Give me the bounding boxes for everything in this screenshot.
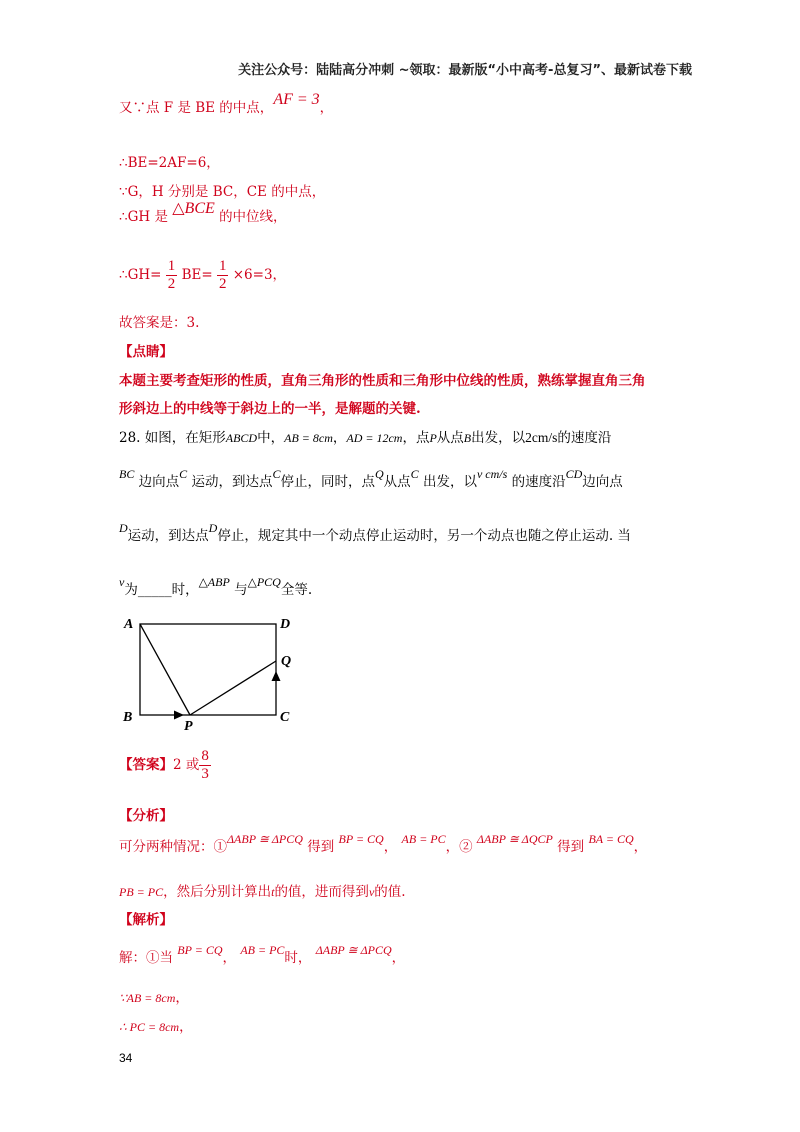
label-c: C <box>280 710 290 725</box>
segment-ap <box>140 624 190 715</box>
analysis-line-1: 可分两种情况：①ΔABP ≅ ΔPCQ 得到 BP = CQ， AB = PC，② ΔABP ≅ ΔQCP 得到 BA = CQ， <box>119 832 648 855</box>
analysis-line-2: PB = PC，然后分别计算出t的值，进而得到v的值. <box>119 884 406 900</box>
line-1-end: ， <box>319 100 334 116</box>
line-1-text: 又∵点 F 是 BE 的中点， <box>119 100 274 116</box>
solution-line-3: ∴ PC = 8cm， <box>119 1019 193 1035</box>
problem-line-2: BC 边向点C 运动，到达点C停止，同时，点Q从点C 出发，以v cm/s 的速度沿CD边向点 <box>119 467 623 490</box>
line-4-math: △BCE <box>172 200 215 217</box>
problem-line-3: D运动，到达点D停止，规定其中一个动点停止运动时，另一个动点也随之停止运动. 当 <box>119 521 631 544</box>
line-5-b: BE= <box>181 267 213 283</box>
problem-line-4: v为_____时，△ABP 与△PCQ全等. <box>119 575 313 598</box>
line-3: ∵G，H 分别是 BC，CE 的中点， <box>119 184 326 200</box>
answer-text: 2 或 <box>173 757 200 773</box>
answer-label: 【答案】 <box>119 757 173 773</box>
line-1 <box>119 91 334 117</box>
label-p: P <box>184 719 193 731</box>
line-4-text: ∴GH 是 <box>119 209 168 225</box>
pointers-text-2: 形斜边上的中线等于斜边上的一半，是解题的关键. <box>119 401 421 417</box>
label-q: Q <box>281 654 292 669</box>
line-5-c: ×6=3， <box>232 267 287 283</box>
answer-line <box>119 748 211 783</box>
pointers-text-1: 本题主要考查矩形的性质，直角三角形的性质和三角形中位线的性质，熟练掌握直角三角 <box>119 373 646 389</box>
arrow-right-icon <box>174 711 184 720</box>
arrow-up-icon <box>272 671 281 681</box>
pointers-label: 【点睛】 <box>119 344 173 360</box>
page-header: 关注公众号：陆陆高分冲刺 ~领取：最新版“小中高考-总复习”、最新试卷下载 <box>238 63 692 78</box>
line-4 <box>119 200 287 226</box>
label-d: D <box>280 617 291 632</box>
rectangle-figure <box>118 611 308 731</box>
solution-line-1: 解：①当 BP = CQ， AB = PC时， ΔABP ≅ ΔPCQ， <box>119 943 406 966</box>
page-number: 34 <box>119 1051 133 1065</box>
problem-line-1: 28. 如图，在矩形ABCD中，AB = 8cm，AD = 12cm，点P从点B出发，以2cm/s的速度沿 <box>119 430 612 446</box>
rectangle-abcd <box>140 624 276 715</box>
line-2: ∴BE=2AF=6， <box>119 155 220 171</box>
line-5-a: ∴GH= <box>119 267 162 283</box>
solution-line-2: ∵AB = 8cm， <box>119 990 189 1006</box>
answer-fraction: $\frac{8}{3}$ <box>201 748 209 782</box>
fraction-half-1: $\frac{1}{2}$ <box>167 258 176 292</box>
analysis-label: 【分析】 <box>119 808 173 824</box>
line-4-end: 的中位线， <box>219 209 287 225</box>
line-6: 故答案是：3. <box>119 315 200 331</box>
segment-pq <box>190 661 276 715</box>
label-a: A <box>124 617 134 632</box>
solution-label: 【解析】 <box>119 912 173 928</box>
line-5 <box>119 258 286 293</box>
label-b: B <box>123 710 133 725</box>
line-1-math: AF = 3 <box>273 91 320 108</box>
fraction-half-2: $\frac{1}{2}$ <box>218 258 227 292</box>
